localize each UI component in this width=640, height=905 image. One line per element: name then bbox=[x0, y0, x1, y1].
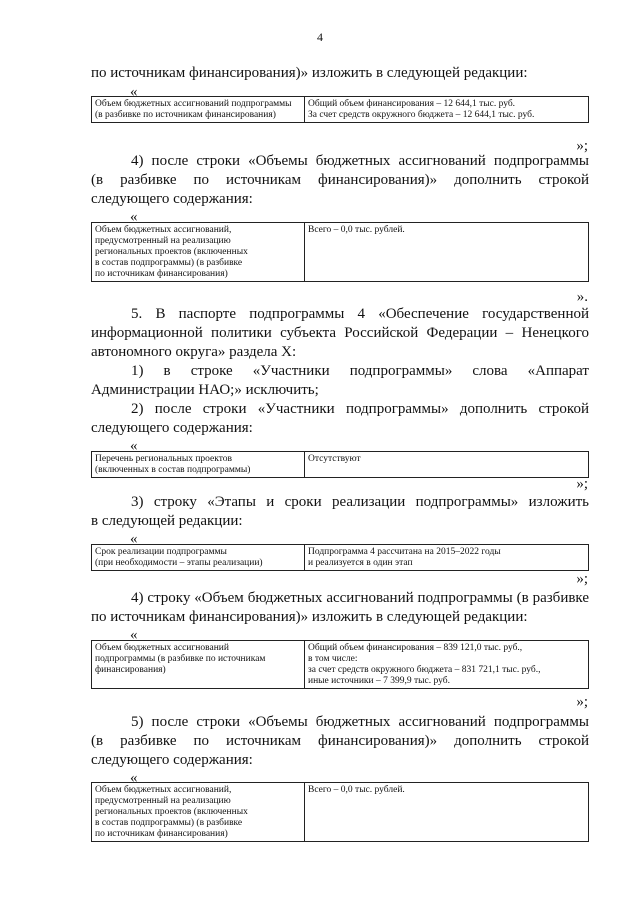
text-line: следующего содержания: bbox=[91, 752, 253, 768]
text-line: 3) строку «Этапы и сроки реализации подпрограммы» изложить bbox=[131, 494, 589, 510]
cell-line: Всего – 0,0 тыс. рублей. bbox=[308, 785, 405, 795]
table-cell-label bbox=[92, 97, 305, 123]
page-number: 4 bbox=[317, 30, 323, 44]
cell-line: Перечень региональных проектов bbox=[95, 454, 233, 464]
table-cell-label bbox=[92, 641, 305, 689]
cell-line: региональных проектов (включенных bbox=[95, 247, 248, 257]
cell-line: (при необходимости – этапы реализации) bbox=[95, 558, 263, 568]
cell-line: предусмотренный на реализацию bbox=[95, 796, 231, 806]
table-regional-projects-1 bbox=[91, 222, 589, 282]
text-line: 2) после строки «Участники подпрограммы» дополнить строкой bbox=[131, 401, 589, 417]
text-line: (в разбивке по источникам финансирования)» дополнить строкой bbox=[91, 172, 589, 188]
text-line: по источникам финансирования)» изложить в следующей редакции: bbox=[91, 609, 528, 625]
close-quote: »; bbox=[576, 694, 588, 710]
text-line: в следующей редакции: bbox=[91, 513, 243, 529]
text-line: 4) после строки «Объемы бюджетных ассигнований подпрограммы bbox=[131, 153, 589, 169]
table-cell-value bbox=[305, 223, 589, 282]
text-line: следующего содержания: bbox=[91, 191, 253, 207]
table-cell-label bbox=[92, 452, 305, 478]
table-cell-value bbox=[305, 97, 589, 123]
text-line: 1) в строке «Участники подпрограммы» слова «Аппарат bbox=[131, 363, 589, 379]
cell-line: по источникам финансирования) bbox=[95, 829, 228, 839]
cell-line: Отсутствуют bbox=[308, 454, 361, 464]
cell-line: Объем бюджетных ассигнований, bbox=[95, 785, 232, 795]
table-cell-label bbox=[92, 783, 305, 842]
close-quote: »; bbox=[576, 138, 588, 154]
cell-line: подпрограммы (в разбивке по источникам bbox=[95, 654, 266, 664]
table-budget-allocations-2 bbox=[91, 640, 589, 689]
text-line: информационной политики субъекта Российской Федерации – Ненецкого bbox=[91, 325, 589, 341]
cell-line: в состав подпрограммы) (в разбивке bbox=[95, 258, 243, 268]
cell-line: Срок реализации подпрограммы bbox=[95, 547, 227, 557]
table-implementation-period bbox=[91, 544, 589, 571]
close-quote: ». bbox=[576, 289, 588, 305]
table-budget-allocations-1 bbox=[91, 96, 589, 123]
table-cell-value bbox=[305, 783, 589, 842]
open-quote: « bbox=[130, 209, 138, 225]
cell-line: За счет средств окружного бюджета – 12 644,1 тыс. руб. bbox=[308, 110, 535, 120]
table-cell-value bbox=[305, 641, 589, 689]
cell-line: в состав подпрограммы) (в разбивке bbox=[95, 818, 243, 828]
text-line: автономного округа» раздела X: bbox=[91, 344, 297, 360]
open-quote: « bbox=[130, 770, 138, 786]
text-line: 5) после строки «Объемы бюджетных ассигнований подпрограммы bbox=[131, 714, 589, 730]
cell-line: финансирования) bbox=[95, 665, 166, 675]
text-line: 5. В паспорте подпрограммы 4 «Обеспечение государственной bbox=[131, 306, 589, 322]
text-line: Администрации НАО;» исключить; bbox=[91, 382, 319, 398]
table-cell-value bbox=[305, 452, 589, 478]
open-quote: « bbox=[130, 84, 138, 100]
cell-line: Подпрограмма 4 рассчитана на 2015–2022 годы bbox=[308, 547, 501, 557]
open-quote: « bbox=[130, 438, 138, 454]
open-quote: « bbox=[130, 627, 138, 643]
text-line: (в разбивке по источникам финансирования)» дополнить строкой bbox=[91, 733, 589, 749]
table-cell-label bbox=[92, 545, 305, 571]
text-line: 4) строку «Объем бюджетных ассигнований подпрограммы (в разбивке bbox=[131, 590, 589, 606]
cell-line: Общий объем финансирования – 12 644,1 тыс. руб. bbox=[308, 99, 516, 109]
cell-line: за счет средств окружного бюджета – 831 721,1 тыс. руб., bbox=[308, 665, 541, 675]
cell-line: предусмотренный на реализацию bbox=[95, 236, 231, 246]
text-line: следующего содержания: bbox=[91, 420, 253, 436]
cell-line: Объем бюджетных ассигнований, bbox=[95, 225, 232, 235]
table-cell-value bbox=[305, 545, 589, 571]
cell-line: Объем бюджетных ассигнований подпрограммы (в разбивке по источникам финансирования) bbox=[95, 99, 292, 120]
cell-line: в том числе: bbox=[308, 654, 358, 664]
close-quote: »; bbox=[576, 476, 588, 492]
open-quote: « bbox=[130, 531, 138, 547]
cell-line: и реализуется в один этап bbox=[308, 558, 413, 568]
cell-line: Объем бюджетных ассигнований bbox=[95, 643, 229, 653]
text-line: по источникам финансирования)» изложить в следующей редакции: bbox=[91, 65, 528, 81]
cell-line: по источникам финансирования) bbox=[95, 269, 228, 279]
table-regional-projects-2 bbox=[91, 782, 589, 842]
cell-line: региональных проектов (включенных bbox=[95, 807, 248, 817]
cell-line: Всего – 0,0 тыс. рублей. bbox=[308, 225, 405, 235]
cell-line: иные источники – 7 399,9 тыс. руб. bbox=[308, 676, 450, 686]
table-cell-label bbox=[92, 223, 305, 282]
cell-line: Общий объем финансирования – 839 121,0 тыс. руб., bbox=[308, 643, 523, 653]
cell-line: (включенных в состав подпрограммы) bbox=[95, 465, 251, 475]
close-quote: »; bbox=[576, 571, 588, 587]
table-regional-projects-list bbox=[91, 451, 589, 478]
